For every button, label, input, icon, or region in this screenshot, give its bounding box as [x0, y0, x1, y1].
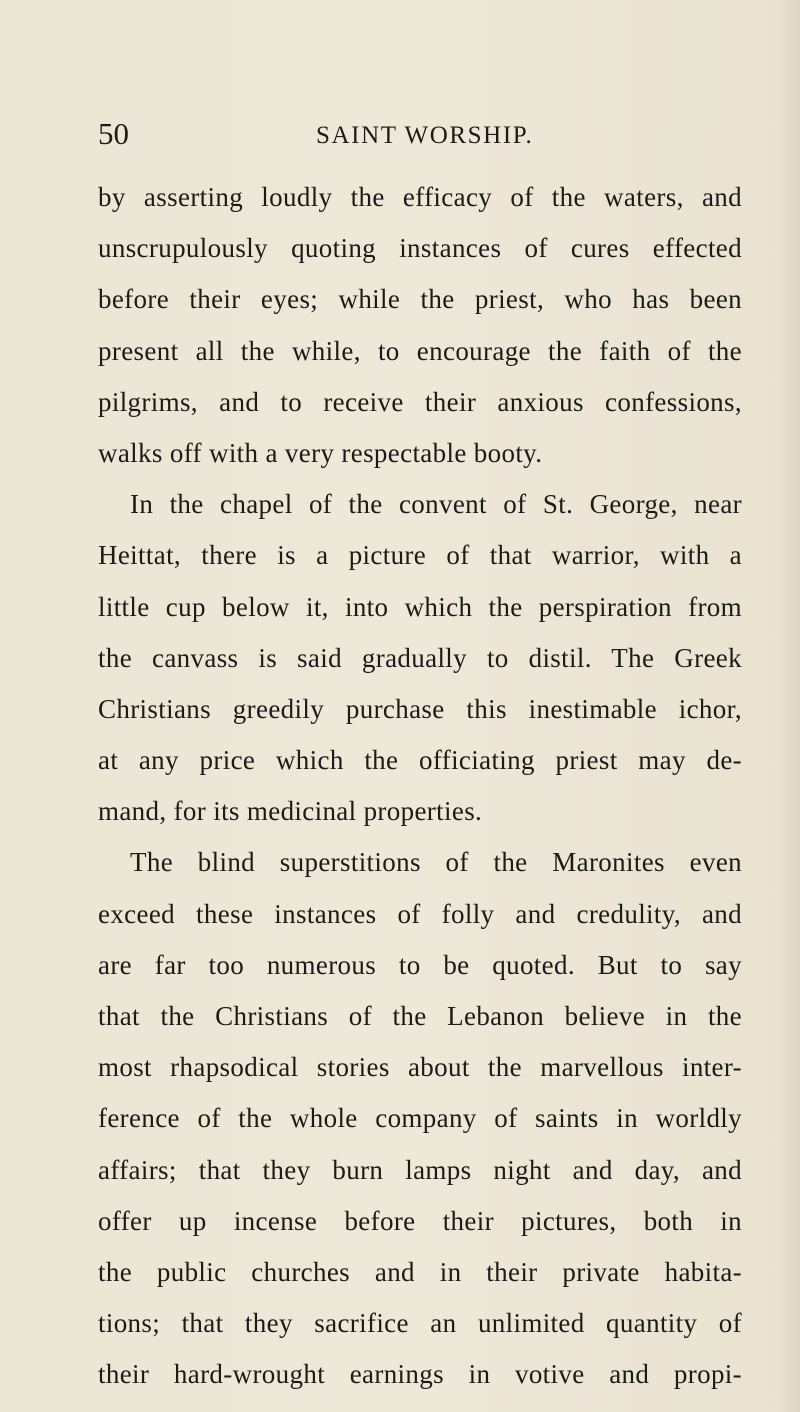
text-line: In the chapel of the convent of St. George, near	[130, 489, 742, 520]
text-line: exceed these instances of folly and credulity, and	[98, 898, 742, 929]
page-number: 50	[98, 116, 129, 151]
text-line: present all the while, to encourage the faith of the	[98, 335, 742, 366]
text-line: pilgrims, and to receive their anxious confessions,	[98, 386, 742, 417]
text-line: tions; that they sacrifice an unlimited quantity of	[98, 1308, 742, 1339]
text-line: that the Christians of the Lebanon believe in the	[98, 1001, 742, 1031]
text-line: mand, for its medicinal properties.	[98, 796, 483, 827]
text-line: the canvass is said gradually to distil. The Greek	[98, 642, 742, 673]
text-line: little cup below it, into which the perspiration from	[98, 591, 742, 622]
text-line: Heittat, there is a picture of that warrior, with a	[98, 540, 742, 571]
running-title: SAINT WORSHIP.	[316, 122, 534, 149]
page-edge-shadow	[778, 0, 800, 1412]
text-line: The blind superstitions of the Maronites even	[130, 847, 742, 878]
text-line: offer up incense before their pictures, both in	[98, 1205, 742, 1236]
text-line: most rhapsodical stories about the marvellous inter-	[98, 1052, 742, 1083]
text-line: walks off with a very respectable booty.	[98, 437, 543, 468]
body-text	[98, 172, 742, 1401]
text-line: affairs; that they burn lamps night and day, and	[98, 1154, 742, 1185]
text-line: are far too numerous to be quoted. But to say	[98, 949, 742, 980]
text-line: ference of the whole company of saints in worldly	[98, 1103, 742, 1134]
text-line: before their eyes; while the priest, who has been	[98, 284, 742, 315]
running-head	[98, 114, 738, 154]
text-line: their hard-wrought earnings in votive and propi-	[98, 1359, 742, 1390]
text-line: the public churches and in their private habita-	[98, 1256, 742, 1287]
text-line: unscrupulously quoting instances of cures effected	[98, 233, 742, 264]
text-line: at any price which the officiating priest may de-	[98, 745, 742, 776]
text-line: Christians greedily purchase this inestimable ichor,	[98, 693, 742, 724]
text-line: by asserting loudly the efficacy of the waters, and	[98, 182, 742, 212]
